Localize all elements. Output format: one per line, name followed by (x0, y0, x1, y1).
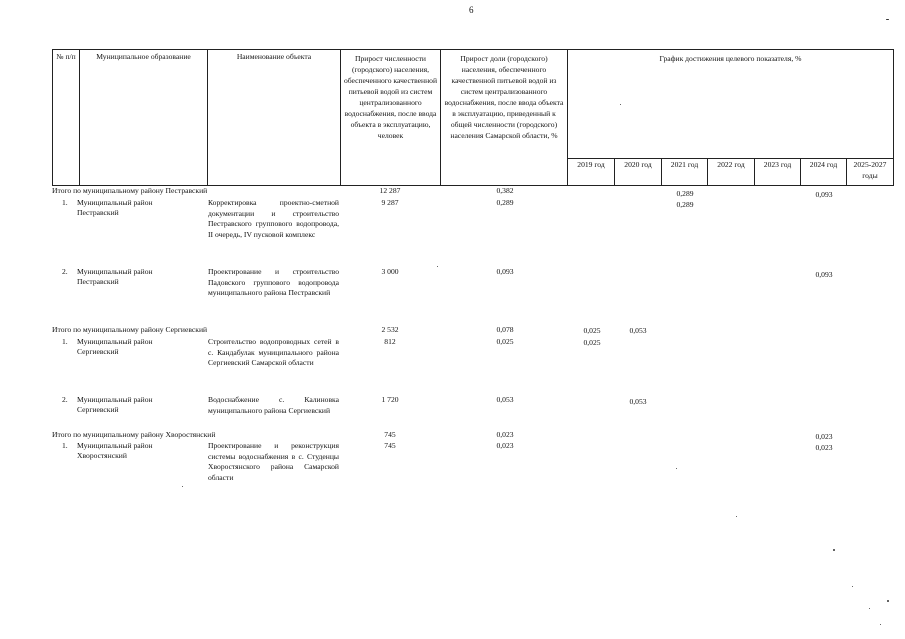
row-pop: 9 287 (381, 198, 399, 207)
header-schedule: График достижения целевого показателя, % (659, 54, 802, 63)
row-2024: 0,023 (815, 443, 833, 452)
page-number: 6 (469, 5, 474, 15)
row-object: Корректировка проектно-сметной документации и строительство Пестравского группового водопровода, II очередь, IV пусковой комплекс (208, 198, 339, 239)
header-municipality: Муниципальное образование (96, 52, 191, 61)
header-num: № п/п (56, 52, 76, 61)
row-share: 0,025 (496, 337, 514, 346)
row-object: Строительство водопроводных сетей в с. Кандабулак муниципального района Сергиевский Самарской области (208, 337, 339, 368)
header-object-name: Наименование объекта (236, 52, 312, 61)
total-2019: 0,025 (583, 326, 601, 335)
total-2021: 0,289 (676, 189, 694, 198)
header-year-2023: 2023 год (763, 160, 792, 169)
row-pop: 1 720 (381, 395, 399, 404)
row-object: Водоснабжение с. Калиновка муниципального района Сергиевский (208, 395, 339, 415)
total-pop: 2 532 (381, 325, 399, 334)
row-municipality: Муниципальный район Пестравский (77, 198, 153, 218)
header-share-growth: Прирост доли (городского) населения, обеспеченного качественной питьевой водой из систем централизованного водоснабжения, после ввода объекта в эксплуатацию, приведенный к общей численности (городского) населения Самарской области, % (444, 54, 564, 140)
total-2024: 0,093 (815, 190, 833, 199)
row-2021: 0,289 (676, 200, 694, 209)
row-share: 0,289 (496, 198, 514, 207)
row-municipality: Муниципальный район Хворостянский (77, 441, 153, 461)
total-2020: 0,053 (629, 326, 647, 335)
row-2019: 0,025 (583, 338, 601, 347)
row-municipality: Муниципальный район Сергиевский (77, 337, 153, 357)
total-share: 0,078 (496, 325, 514, 334)
row-share: 0,053 (496, 395, 514, 404)
total-share: 0,023 (496, 430, 514, 439)
row-pop: 745 (384, 441, 396, 450)
total-pop: 12 287 (379, 186, 401, 195)
total-pop: 745 (384, 430, 396, 439)
header-year-2019: 2019 год (577, 160, 605, 169)
total-label: Итого по муниципальному району Хворостянский (52, 430, 216, 439)
row-2020: 0,053 (629, 397, 647, 406)
row-pop: 3 000 (381, 267, 399, 276)
row-municipality: Муниципальный район Сергиевский (77, 395, 153, 415)
row-number: 2. (62, 267, 68, 276)
total-label: Итого по муниципальному району Пестравский (52, 186, 208, 195)
header-year-2025-2027: 2025-2027 годы (853, 160, 887, 180)
header-year-2022: 2022 год (717, 160, 745, 169)
row-number: 1. (62, 337, 68, 346)
row-object: Проектирование и строительство Падовского группового водопровода муниципального района Пестравский (208, 267, 339, 298)
header-year-2024: 2024 год (809, 160, 838, 169)
row-share: 0,093 (496, 267, 514, 276)
row-number: 1. (62, 441, 68, 450)
row-share: 0,023 (496, 441, 514, 450)
header-year-2021: 2021 год (670, 160, 699, 169)
row-object: Проектирование и реконструкция системы водоснабжения в с. Студенцы Хворостянского района Самарской области (208, 441, 339, 482)
row-municipality: Муниципальный район Пестравский (77, 267, 153, 287)
row-2024: 0,093 (815, 270, 833, 279)
total-2024: 0,023 (815, 432, 833, 441)
row-number: 2. (62, 395, 68, 404)
row-pop: 812 (384, 337, 396, 346)
total-label: Итого по муниципальному району Сергиевский (52, 325, 208, 334)
header-pop-growth: Прирост численности (городского) населения, обеспеченного качественной питьевой водой из систем централизованного водоснабжения, после ввода объекта в эксплуатацию, человек (343, 54, 438, 140)
row-number: 1. (62, 198, 68, 207)
header-year-2020: 2020 год (624, 160, 652, 169)
total-share: 0,382 (496, 186, 514, 195)
